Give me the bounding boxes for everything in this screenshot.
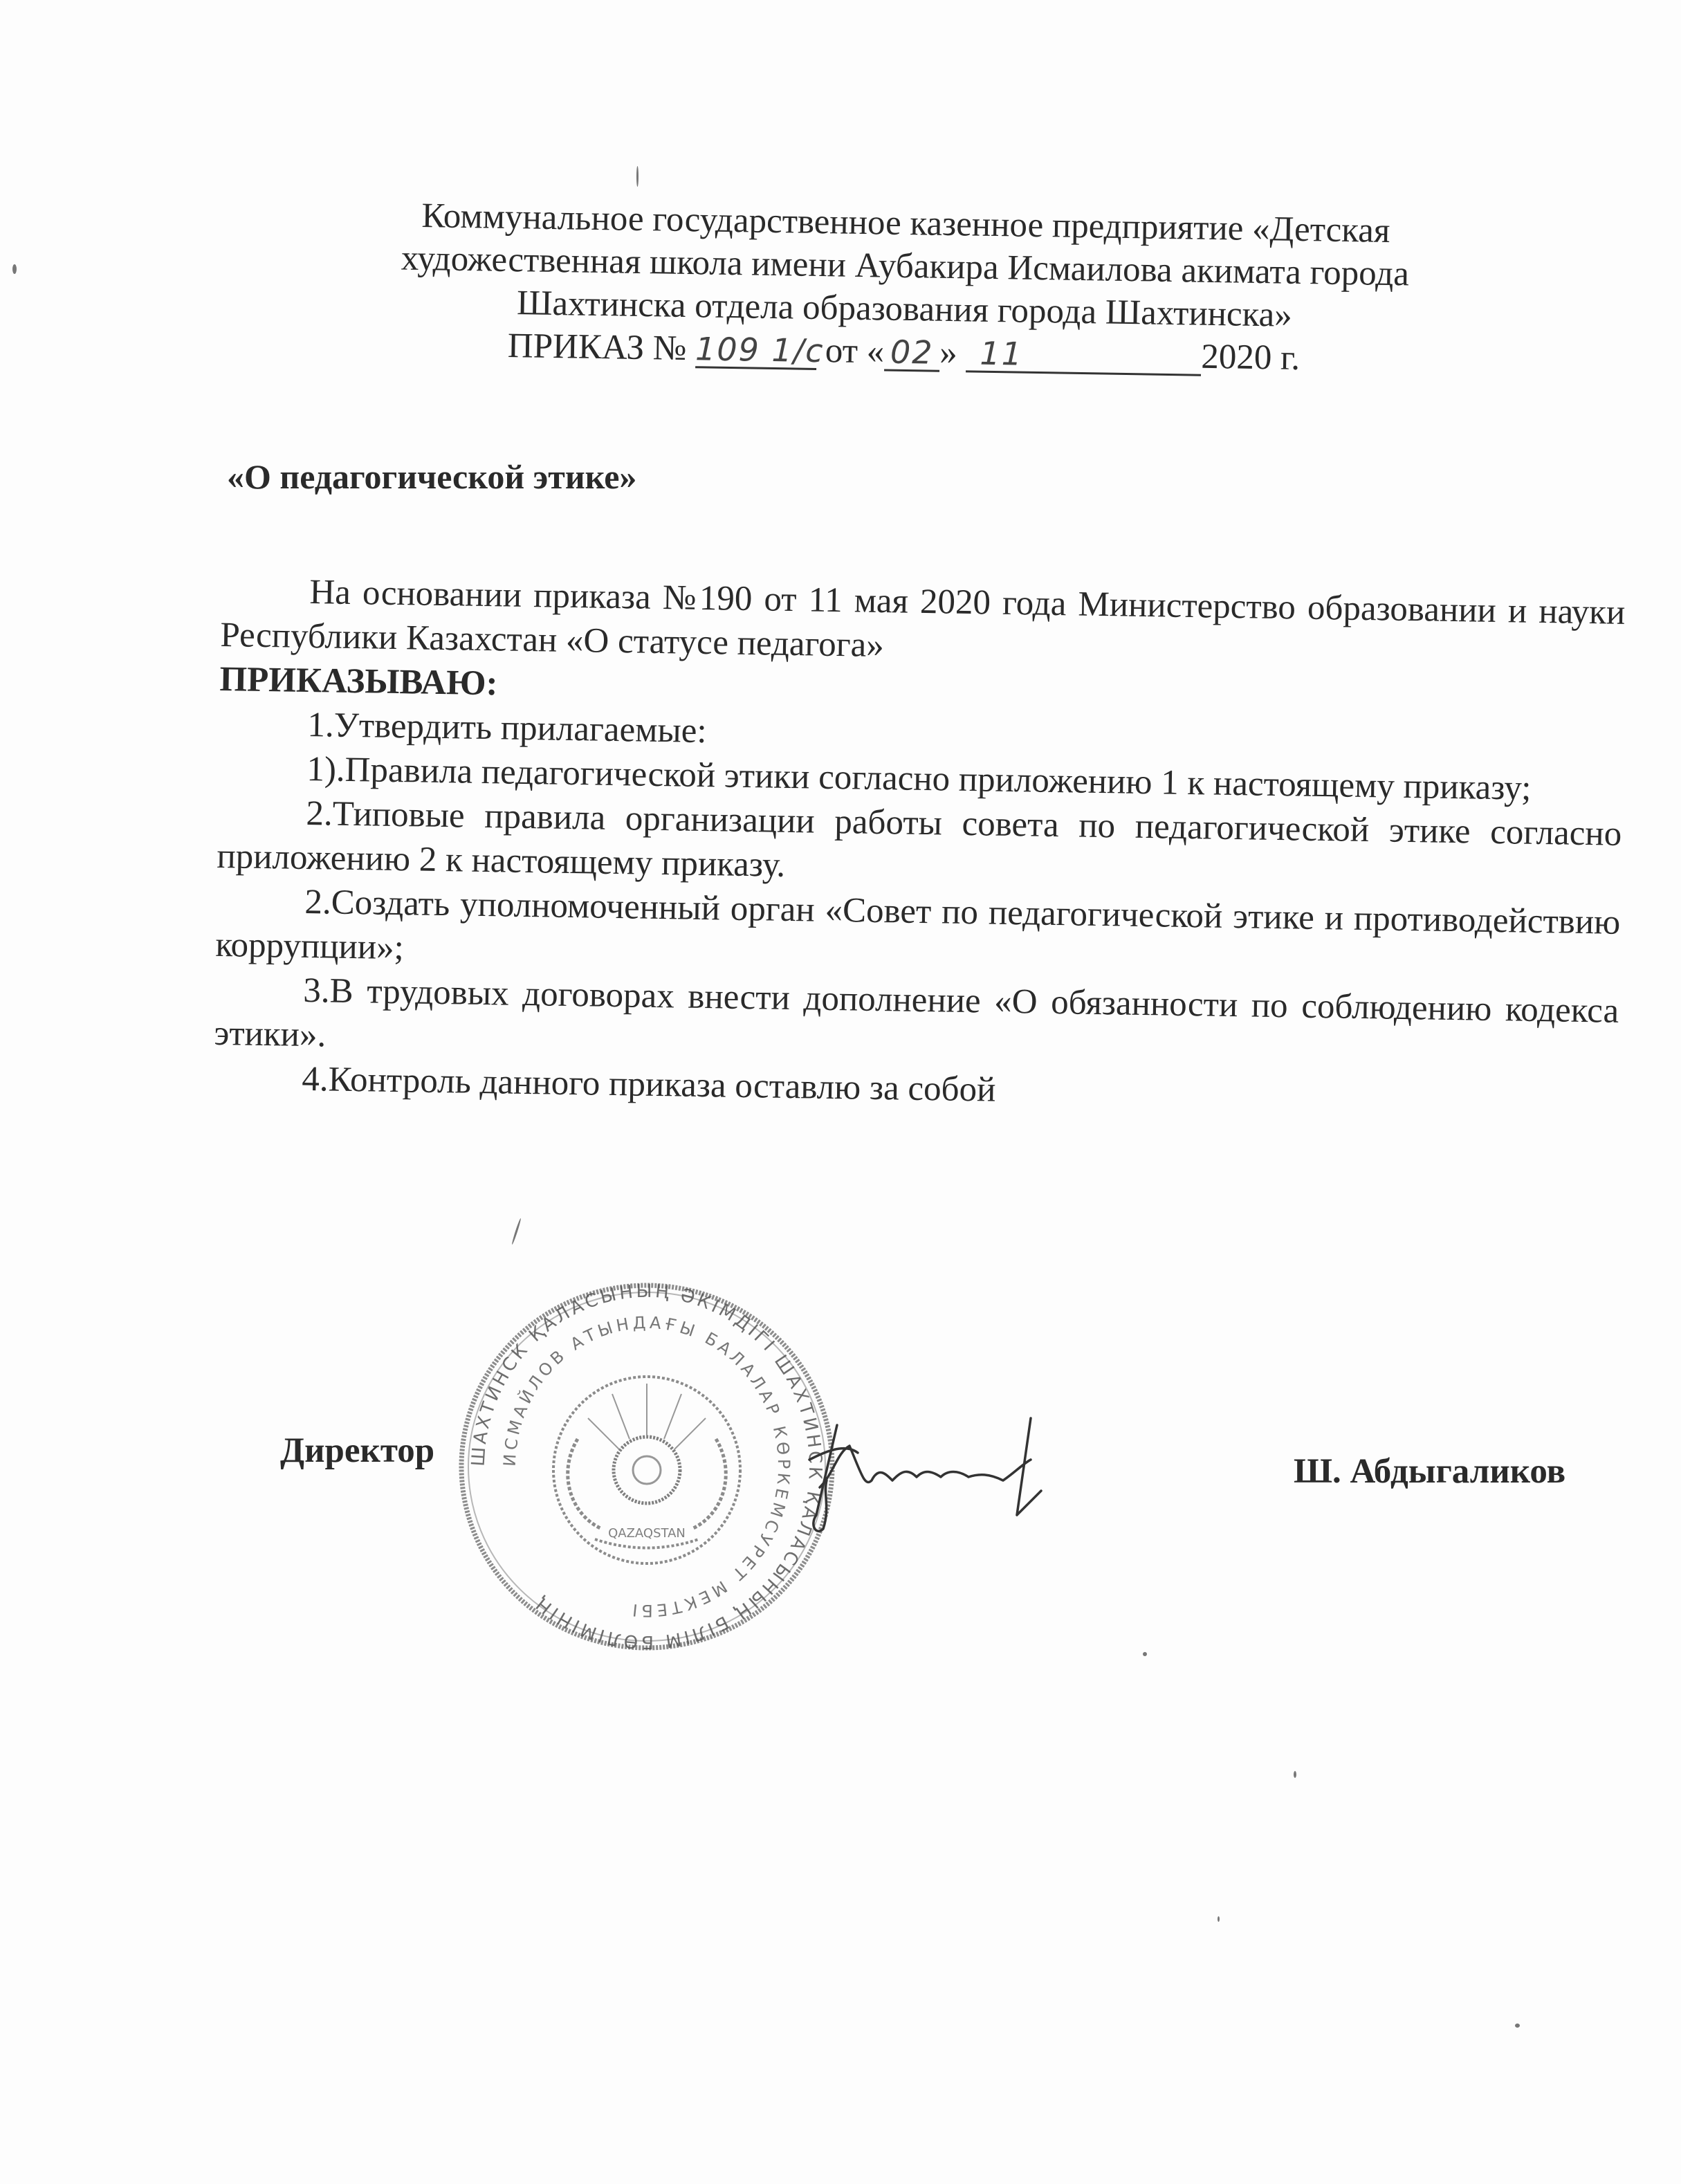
order-word: ПРИКАЗЫВАЮ: (219, 659, 498, 704)
order-month: 11 (966, 336, 1202, 376)
order-year: 2020 г. (1200, 337, 1301, 378)
order-day: 02 (884, 335, 940, 372)
basis-paragraph: На основании приказа №190 от 11 мая 2020 года Министерство образовании и науки Республики Казахстан «О статусе педагога» (220, 573, 1626, 666)
document-header (288, 192, 1522, 383)
signatory-name: Ш. Абдыгаликов (1294, 1452, 1566, 1491)
scan-speck (1515, 2024, 1520, 2028)
document-title: «О педагогической этике» (227, 457, 637, 496)
header-line-2: художественная школа имени Аубакира Исмаилова акимата города (401, 239, 1410, 294)
item-1-1: 1).Правила педагогической этики согласно приложению 1 к настоящему приказу; (306, 749, 1532, 808)
signatory-position: Директор (280, 1431, 435, 1470)
item-2-rules: 2.Типовые правила организации работы совета по педагогической этике согласно приложению 2 к настоящему приказу. (217, 793, 1622, 885)
order-number: 109 1/с (695, 330, 825, 370)
item-4: 4.Контроль данного приказа оставлю за собой (301, 1059, 996, 1110)
scan-speck (1143, 1652, 1147, 1656)
item-2-create: 2.Создать уполномоченный орган «Совет по педагогической этике и противодействию коррупции»; (215, 882, 1621, 968)
svg-text:ШАХТИНСК ҚАЛАСЫНЫҢ ӘКІМДІГІ ША (468, 1281, 826, 1652)
order-prefix: ПРИКАЗ № (507, 326, 687, 369)
svg-text:ИСМАЙЛОВ АТЫНДАҒЫ БАЛАЛАР КӨРК (500, 1313, 793, 1620)
header-line-1: Коммунальное государственное казенное предприятие «Детская (421, 196, 1390, 250)
seal-outer-text: ШАХТИНСК ҚАЛАСЫНЫҢ ӘКІМДІГІ ШАХТИНСК ҚАЛАСЫНЫҢ БІЛІМ БӨЛІМІНІҢ (468, 1281, 826, 1653)
scan-speck (511, 1218, 522, 1245)
scan-speck (1294, 1771, 1296, 1778)
seal-inner-text: ИСМАЙЛОВ АТЫНДАҒЫ БАЛАЛАР КӨРКЕМСУРЕТ МЕКТЕБІ (499, 1312, 794, 1621)
seal-emblem-text: QAZAQSTAN (608, 1526, 686, 1541)
header-line-3: Шахтинска отдела образования города Шахтинска» (516, 284, 1293, 335)
official-seal-stamp (453, 1280, 840, 1653)
state-emblem-icon (553, 1377, 740, 1563)
item-1: 1.Утвердить прилагаемые: (307, 705, 707, 751)
item-3: 3.В трудовых договорах внести дополнение «О обязанности по соблюдению кодекса этики». (214, 971, 1619, 1055)
document-body (213, 569, 1626, 1122)
scan-speck (1218, 1916, 1220, 1922)
scan-speck (12, 264, 17, 274)
scan-speck (636, 166, 639, 187)
order-close-quote: » (939, 333, 958, 373)
handwritten-signature (796, 1377, 1121, 1543)
order-from: от « (825, 331, 885, 371)
